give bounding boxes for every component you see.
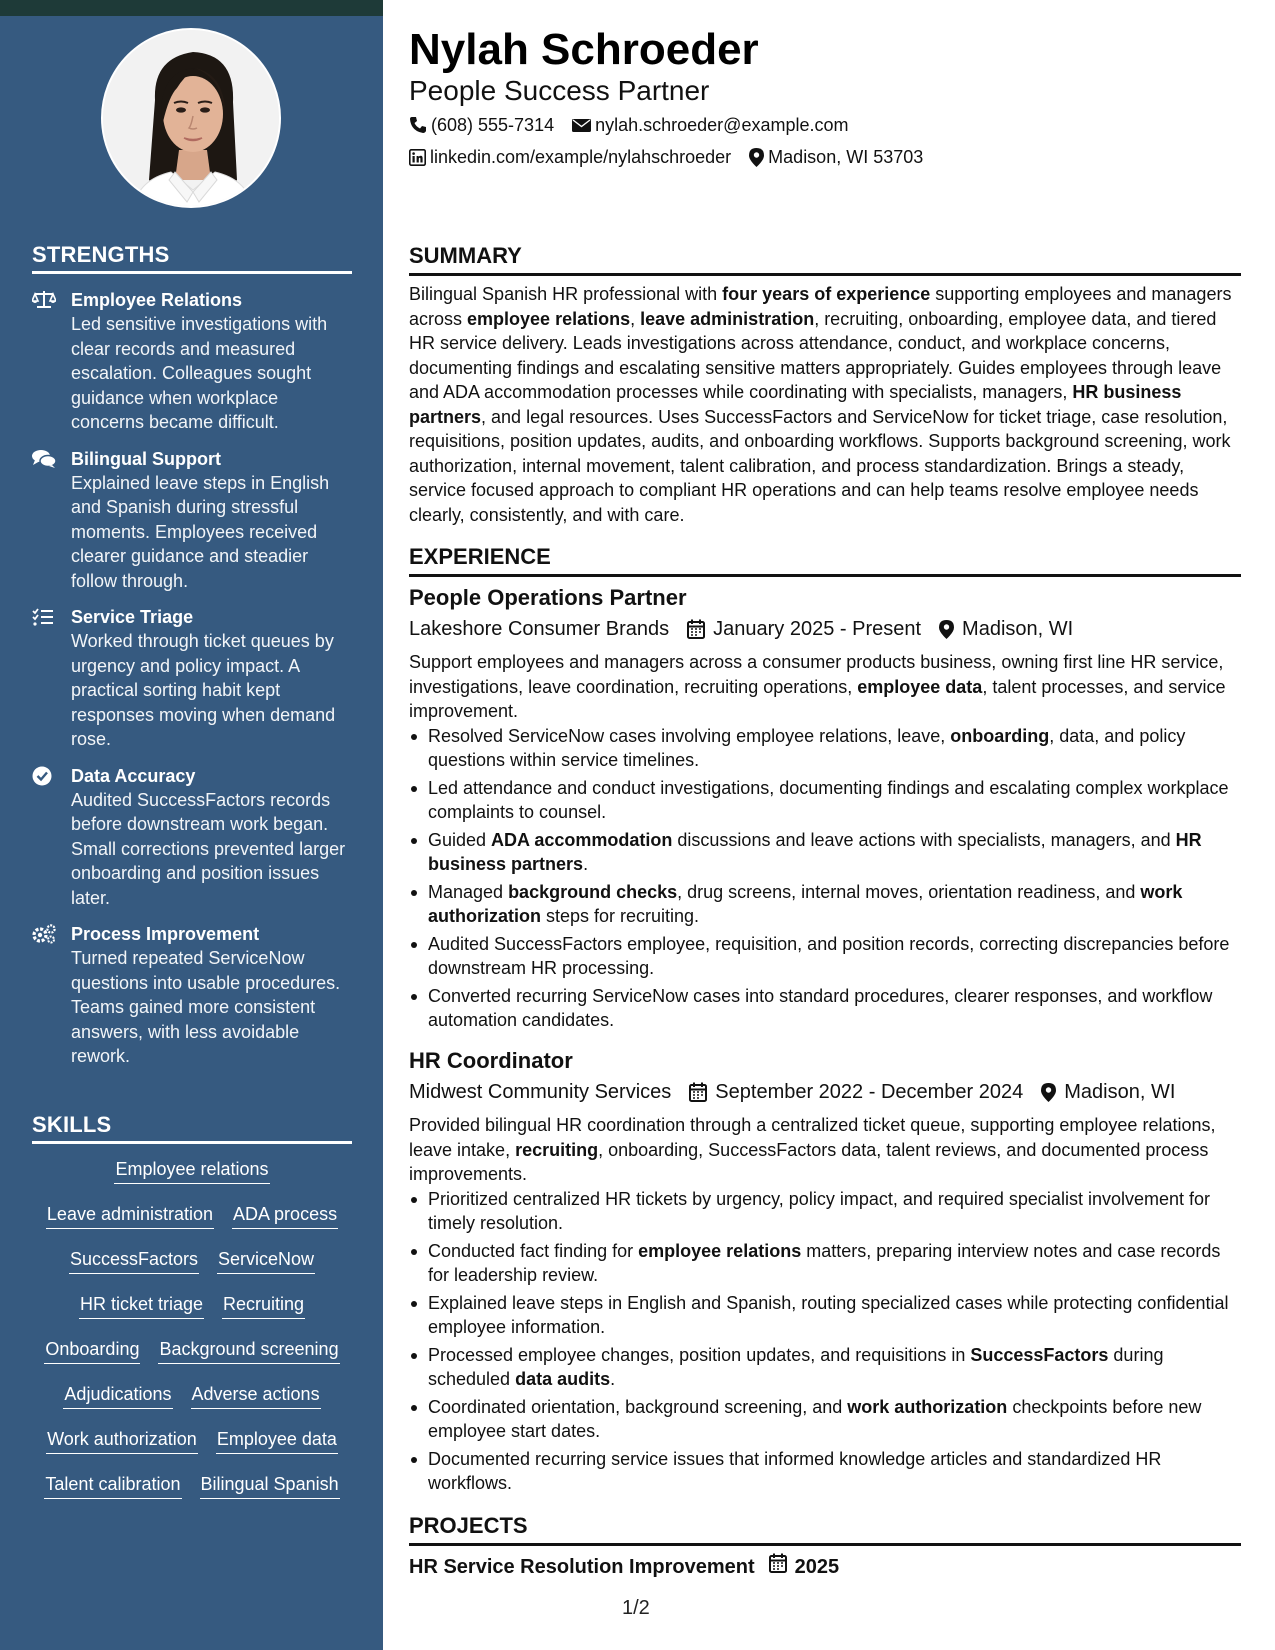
skills-row [32,1247,352,1292]
map-pin-icon [749,148,764,167]
job-meta [409,1079,1241,1105]
location-contact [749,145,923,169]
bullet-item: Audited SuccessFactors employee, requisition, and position records, correcting discrepancies before downstream HR processing. [409,932,1241,981]
bold-phrase: recruiting [515,1139,599,1160]
strength-description: Audited SuccessFactors records before downstream work began. Small corrections prevented larger onboarding and position issues later. [71,789,346,908]
skills-row [32,1427,352,1472]
skill-tag: Talent calibration [44,1472,181,1499]
bold-phrase: employee relations [467,308,631,329]
contact-row [409,145,923,169]
skill-tag: Employee relations [114,1157,269,1184]
job-dates [689,1079,1023,1105]
skill-tag: Bilingual Spanish [200,1472,340,1499]
project-date [769,1553,840,1580]
job-bullets [409,724,1241,1033]
project-title: HR Service Resolution Improvement [409,1555,755,1578]
skills-row [32,1157,352,1202]
skills-row [32,1472,352,1517]
strength-item [32,922,352,1069]
bullet-item: Conducted fact finding for employee relations matters, preparing interview notes and case records for leadership review. [409,1239,1241,1288]
task-list-icon [32,607,56,627]
bold-phrase: HR business partners [428,829,1202,874]
company-name: Lakeshore Consumer Brands [409,618,670,640]
job-title: HR Coordinator [409,1048,573,1073]
skill-tag: Employee data [216,1427,338,1454]
location-text: Madison, WI [1064,1081,1176,1103]
email-contact[interactable] [572,113,848,137]
strength-description: Worked through ticket queues by urgency and policy impact. A practical sorting habit kept responses moving when demand rose. [71,631,336,749]
company-name: Midwest Community Services [409,1081,672,1103]
date-range: January 2025 - Present [713,618,922,640]
strength-title: Bilingual Support [71,448,221,469]
location-text: Madison, WI 53703 [768,147,924,167]
job-dates [687,616,921,642]
bold-phrase: four years of experience [722,284,931,304]
profile-photo [101,28,281,208]
phone-icon [409,116,427,134]
skill-tag: Adverse actions [191,1382,321,1409]
skill-tag: Adjudications [63,1382,172,1409]
bullet-item: Guided ADA accommodation discussions and leave actions with specialists, managers, and HR business partners. [409,828,1241,877]
date-range: September 2022 - December 2024 [715,1081,1024,1103]
skill-tag: HR ticket triage [79,1292,204,1319]
linkedin-contact[interactable] [409,145,731,169]
bullet-item: Documented recurring service issues that informed knowledge articles and standardized HR workflows. [409,1447,1241,1496]
calendar-icon [687,619,705,639]
strength-title: Service Triage [71,607,194,627]
strength-description: Turned repeated ServiceNow questions into usable procedures. Teams gained more consistent answers, with less avoidable rework. [71,948,341,1066]
portrait-image [103,30,281,208]
summary-heading: SUMMARY [409,243,1241,276]
chat-bubbles-icon [32,449,56,469]
skills-heading: SKILLS [32,1113,352,1144]
skills-list [32,1157,352,1517]
calendar-icon [769,1553,787,1580]
envelope-icon [572,118,591,133]
bullet-item: Resolved ServiceNow cases involving employee relations, leave, onboarding, data, and policy questions within service timelines. [409,724,1241,773]
bold-phrase: work authorization [428,881,1183,926]
skill-tag: ServiceNow [217,1247,315,1274]
strength-item [32,764,352,911]
strength-item [32,288,352,435]
calendar-icon [689,1082,707,1102]
bullet-item: Managed background checks, drug screens, internal moves, orientation readiness, and work authorization steps for recruiting. [409,880,1241,929]
skills-row [32,1337,352,1382]
bold-phrase: work authorization [847,1396,1008,1417]
bold-phrase: background checks [508,881,678,902]
skill-tag: Background screening [158,1337,339,1364]
bullet-item: Led attendance and conduct investigations, documenting findings and escalating complex workplace complaints to counsel. [409,776,1241,825]
phone-contact[interactable] [409,113,554,137]
projects-heading: PROJECTS [409,1513,1241,1546]
page-indicator: 1/2 [622,1597,650,1619]
job-entry [409,1047,1241,1499]
project-entry [409,1553,839,1580]
bold-phrase: employee data [857,676,983,697]
bullet-item: Processed employee changes, position updates, and requisitions in SuccessFactors during scheduled data audits. [409,1343,1241,1392]
linkedin-icon [409,149,426,166]
bold-phrase: data audits [515,1369,611,1389]
job-location [939,616,1073,642]
bold-phrase: employee relations [638,1240,802,1261]
location-text: Madison, WI [962,618,1074,640]
check-circle-icon [32,766,56,786]
email-address: nylah.schroeder@example.com [595,115,849,135]
summary-text: Bilingual Spanish HR professional with four years of experience supporting employees and managers across employee relations, leave administration, recruiting, onboarding, employee data, and tiered HR service delivery. Leads investigations across attendance, conduct, and workplace concerns, documenting findings and escalating sensitive matters appropriately. Guides employees through leave and ADA accommodation processes while coordinating with specialists, managers, HR business partners, and legal resources. Uses SuccessFactors and ServiceNow for ticket triage, case resolution, requisitions, position updates, audits, and onboarding workflows. Supports background screening, work authorization, internal movement, talent calibration, and process standardization. Brings a steady, service focused approach to compliant HR operations and can help teams resolve employee needs clearly, consistently, and with care. [409,284,1232,525]
skill-tag: Work authorization [46,1427,198,1454]
map-pin-icon [1041,1083,1056,1102]
bullet-item: Converted recurring ServiceNow cases into standard procedures, clearer responses, and workflow automation candidates. [409,984,1241,1033]
bold-phrase: SuccessFactors [970,1344,1109,1365]
strength-description: Led sensitive investigations with clear records and measured escalation. Colleagues sought guidance when workplace concerns became difficult. [71,314,328,432]
contact-row [409,113,848,137]
candidate-name: Nylah Schroeder [409,25,759,74]
bold-phrase: HR business partners [409,382,1182,427]
strength-title: Employee Relations [71,290,243,310]
skill-tag: Recruiting [222,1292,305,1319]
skill-tag: ADA process [232,1202,338,1229]
job-description: Support employees and managers across a consumer products business, owning first line HR service, investigations, leave coordination, recruiting operations, employee data, talent processes, and service improvement. [409,652,1226,721]
sidebar [0,0,383,1650]
project-year: 2025 [794,1555,840,1578]
job-title: People Operations Partner [409,585,687,610]
job-title-headline: People Success Partner [409,75,710,106]
strength-title: Data Accuracy [71,765,196,786]
skill-tag: SuccessFactors [69,1247,199,1274]
skill-tag: Leave administration [46,1202,214,1229]
sidebar-top-bar [0,0,383,16]
linkedin-url: linkedin.com/example/nylahschroeder [430,147,732,167]
strength-description: Explained leave steps in English and Spanish during stressful moments. Employees received clearer guidance and steadier follow through. [71,472,330,591]
job-location [1041,1079,1175,1105]
skills-row [32,1202,352,1247]
phone-number: (608) 555-7314 [431,115,555,135]
bold-phrase: onboarding [950,725,1050,746]
bullet-item: Coordinated orientation, background screening, and work authorization checkpoints before new employee start dates. [409,1395,1241,1444]
job-meta [409,616,1241,642]
job-description: Provided bilingual HR coordination through a centralized ticket queue, supporting employee relations, leave intake, recruiting, onboarding, SuccessFactors data, talent reviews, and documented process improvements. [409,1115,1216,1184]
bullet-item: Prioritized centralized HR tickets by urgency, policy impact, and required specialist involvement for timely resolution. [409,1187,1241,1236]
skill-tag: Onboarding [44,1337,140,1364]
balance-scale-icon [32,290,56,310]
job-bullets [409,1187,1241,1496]
strength-item [32,605,352,752]
strengths-list [32,288,352,1081]
skills-row [32,1292,352,1337]
bold-phrase: leave administration [640,308,815,329]
bullet-item: Explained leave steps in English and Spanish, routing specialized cases while protecting confidential employee information. [409,1291,1241,1340]
strengths-heading: STRENGTHS [32,243,352,274]
strength-item [32,447,352,594]
map-pin-icon [939,620,954,639]
strength-title: Process Improvement [71,924,260,944]
job-entry [409,584,1241,1036]
gears-icon [32,924,56,944]
experience-heading: EXPERIENCE [409,544,1241,577]
bold-phrase: ADA accommodation [491,829,673,850]
skills-row [32,1382,352,1427]
